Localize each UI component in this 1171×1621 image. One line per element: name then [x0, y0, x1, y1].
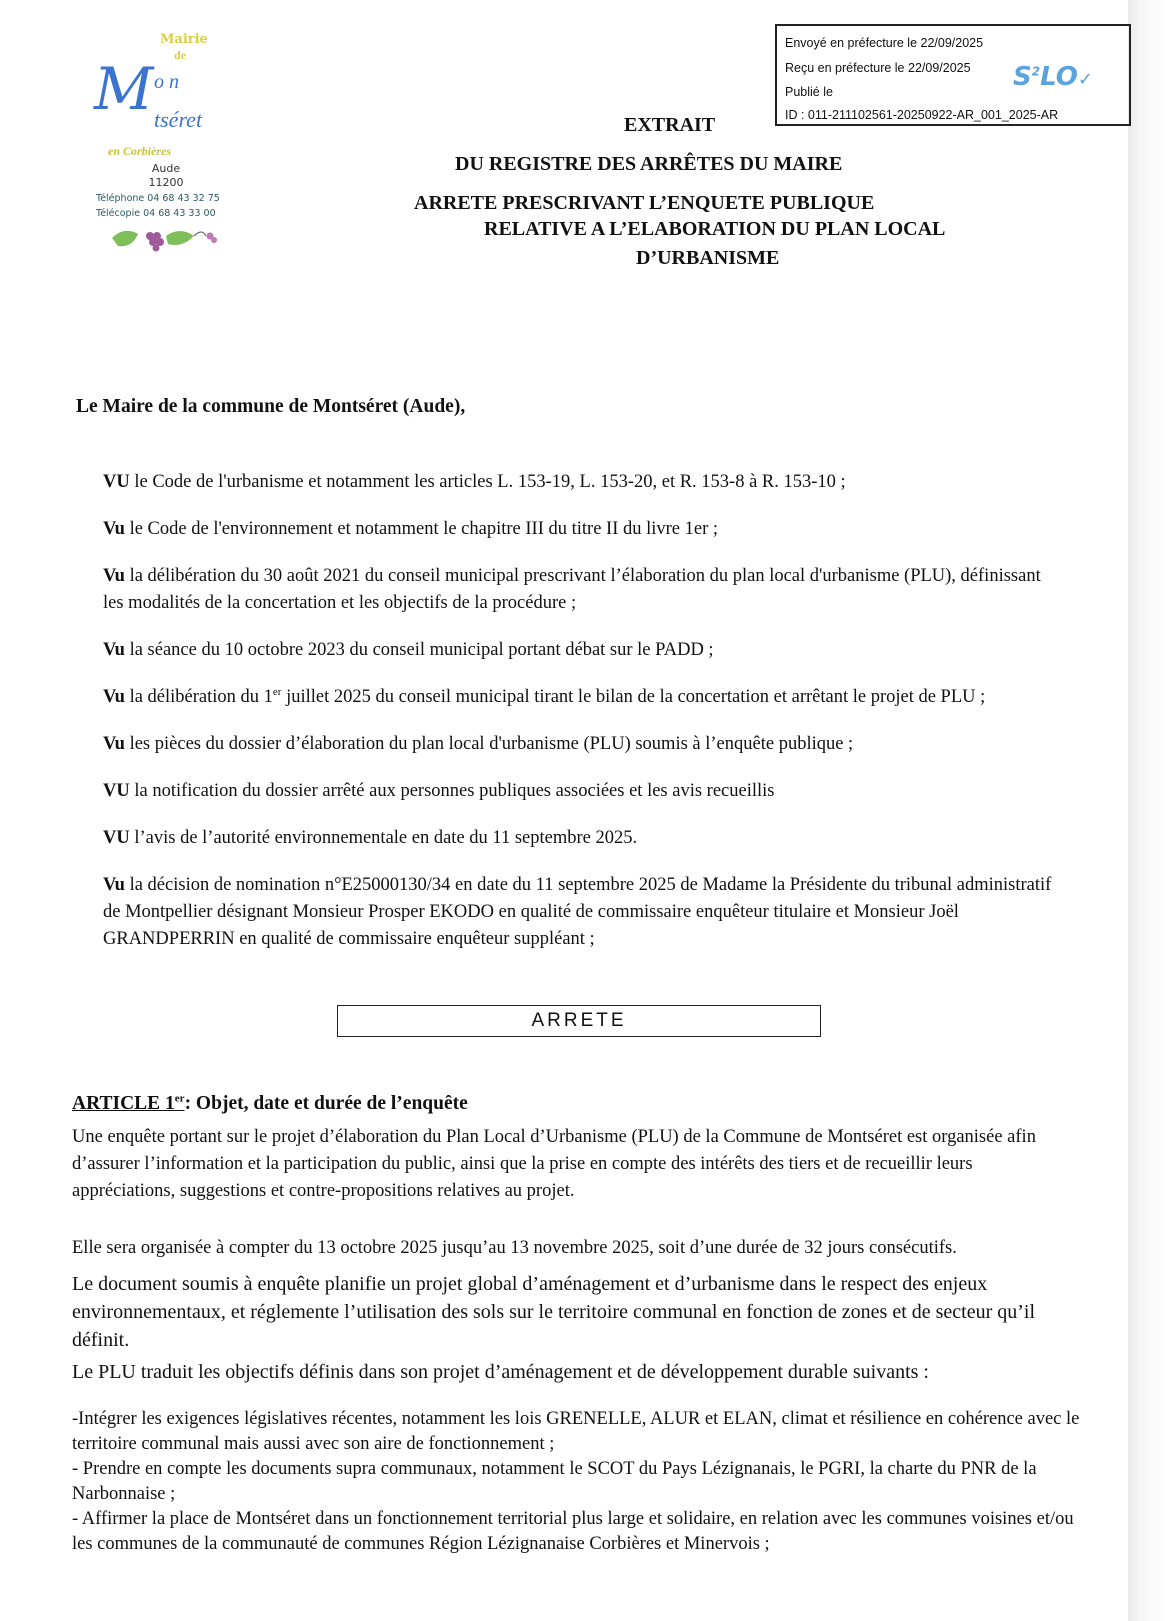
considerations-list	[103, 469, 1058, 953]
consideration	[103, 825, 1058, 852]
consideration-text: le Code de l'urbanisme et notamment les articles L. 153-19, L. 153-20, et R. 153-8 à R. 153-10 ;	[129, 472, 846, 492]
intro-mayor: Le Maire de la commune de Montséret (Aude),	[76, 396, 466, 417]
logo-town: tséret	[154, 107, 203, 132]
doc-extrait: EXTRAIT	[624, 114, 716, 136]
logo-de: de	[174, 48, 186, 62]
s2lo-logo	[1013, 64, 1093, 90]
doc-title-line2: RELATIVE A L’ELABORATION DU PLAN LOCAL	[484, 218, 946, 240]
consideration	[103, 516, 1058, 543]
consideration-lead: VU	[103, 472, 130, 492]
doc-title-line1: ARRETE PRESCRIVANT L’ENQUETE PUBLIQUE	[414, 192, 875, 214]
consideration-lead: Vu	[103, 875, 125, 895]
stamp-published: Publié le	[785, 85, 833, 99]
logo-department: Aude	[151, 162, 181, 175]
consideration-lead: Vu	[103, 687, 125, 707]
consideration-text: le Code de l'environnement et notamment le chapitre III du titre II du livre 1er ;	[124, 519, 719, 539]
consideration-lead: Vu	[103, 734, 125, 754]
logo-subtitle: en Corbières	[108, 144, 171, 158]
stamp-id: ID : 011-211102561-20250922-AR_001_2025-AR	[785, 108, 1059, 122]
s2lo-sup: 2	[1031, 64, 1041, 79]
consideration-text: la décision de nomination n°E25000130/34 en date du 11 septembre 2025 de Madame la Présidente du tribunal administratif de Montpellier désignant Monsieur Prosper EKODO en qualité de commissaire enquêteur titulaire et Monsieur Joël GRANDPERRIN en qualité de commissaire enquêteur suppléant ;	[103, 875, 1052, 949]
page-edge-shadow	[1128, 0, 1171, 1621]
consideration	[103, 637, 1058, 664]
logo-initial: M	[94, 55, 154, 123]
article1-label: ARTICLE 1	[72, 1093, 175, 1114]
consideration-text: juillet 2025 du conseil municipal tirant le bilan de la concertation et arrêtant le projet de PLU ;	[281, 687, 986, 707]
consideration-text: les pièces du dossier d’élaboration du plan local d'urbanisme (PLU) soumis à l’enquête publique ;	[124, 734, 854, 754]
arrete-box: ARRETE	[337, 1005, 821, 1037]
doc-title-line3: D’URBANISME	[636, 247, 780, 269]
logo-fax: Télécopie 04 68 43 33 00	[96, 208, 216, 219]
logo-postal-code: 11200	[148, 176, 184, 189]
logo-telephone: Téléphone 04 68 43 32 75	[96, 193, 220, 204]
consideration-text: la délibération du 30 août 2021 du conseil municipal prescrivant l’élaboration du plan local d'urbanisme (PLU), définissant les modalités de la concertation et les objectifs de la procédure ;	[103, 566, 1041, 613]
stamp-sent: Envoyé en préfecture le 22/09/2025	[785, 36, 984, 50]
article1-paragraph: Elle sera organisée à compter du 13 octobre 2025 jusqu’au 13 novembre 2025, soit d’une durée de 32 jours consécutifs.	[72, 1238, 957, 1258]
consideration-lead: Vu	[103, 566, 125, 586]
consideration-text: la notification du dossier arrêté aux personnes publiques associées et les avis recueillis	[129, 781, 775, 801]
objective-item: -Intégrer les exigences législatives récentes, notamment les lois GRENELLE, ALUR et ELAN, climat et résilience en cohérence avec le territoire communal mais aussi avec son aire de fonctionnement ;	[72, 1409, 1080, 1454]
article1-heading	[72, 1093, 468, 1115]
doc-registre: DU REGISTRE DES ARRÊTES DU MAIRE	[455, 153, 843, 175]
article1-number	[72, 1093, 185, 1114]
article1-title: : Objet, date et durée de l’enquête	[184, 1093, 468, 1114]
consideration	[103, 731, 1058, 758]
consideration-lead: VU	[103, 781, 130, 801]
town-hall-logo	[90, 28, 250, 238]
article1-sup: er	[174, 1092, 185, 1105]
consideration-sup: er	[272, 685, 282, 698]
grapevine-icon	[110, 224, 220, 256]
article1-paragraph: Le document soumis à enquête planifie un projet global d’aménagement et d’urbanisme dans le respect des enjeux environnementaux, et réglemente l’utilisation des sols sur le territoire communal en fonction de zones et de secteur qu’il définit.	[72, 1273, 1036, 1351]
consideration	[103, 778, 1058, 805]
consideration-lead: VU	[103, 828, 130, 848]
logo-on: o n	[154, 71, 179, 93]
consideration	[103, 872, 1058, 953]
s2lo-s: S	[1013, 62, 1032, 92]
s2lo-rest: LO	[1040, 62, 1078, 92]
objective-item: - Prendre en compte les documents supra communaux, notamment le SCOT du Pays Lézignanais, le PGRI, la charte du PNR de la Narbonnaise ;	[72, 1459, 1037, 1504]
consideration-lead: Vu	[103, 640, 125, 660]
objective-item: - Affirmer la place de Montséret dans un fonctionnement territorial plus large et solidaire, en relation avec les communes voisines et/ou les communes de la communauté de communes Région Lézignanaise Corbières et Minervois ;	[72, 1509, 1074, 1554]
consideration-text: l’avis de l’autorité environnementale en date du 11 septembre 2025.	[129, 828, 638, 848]
article1-paragraph: Une enquête portant sur le projet d’élaboration du Plan Local d’Urbanisme (PLU) de la Commune de Montséret est organisée afin d’assurer l’information et la participation du public, ainsi que la prise en compte des intérêts des tiers et de recueillir leurs appréciations, suggestions et contre-propositions relatives au projet.	[72, 1127, 1036, 1201]
article1-paragraph: Le PLU traduit les objectifs définis dans son projet d’aménagement et de développement durable suivants :	[72, 1361, 929, 1383]
article1-body	[72, 1124, 1080, 1557]
prefecture-stamp	[775, 24, 1131, 126]
consideration	[103, 563, 1058, 617]
logo-mairie: Mairie	[160, 32, 208, 47]
consideration	[103, 684, 1058, 711]
consideration-text: la séance du 10 octobre 2023 du conseil municipal portant débat sur le PADD ;	[124, 640, 714, 660]
stamp-received: Reçu en préfecture le 22/09/2025	[785, 61, 971, 75]
consideration	[103, 469, 1058, 496]
consideration-text: la délibération du 1	[124, 687, 273, 707]
consideration-lead: Vu	[103, 519, 125, 539]
checkmark-icon: ✓	[1077, 69, 1093, 90]
